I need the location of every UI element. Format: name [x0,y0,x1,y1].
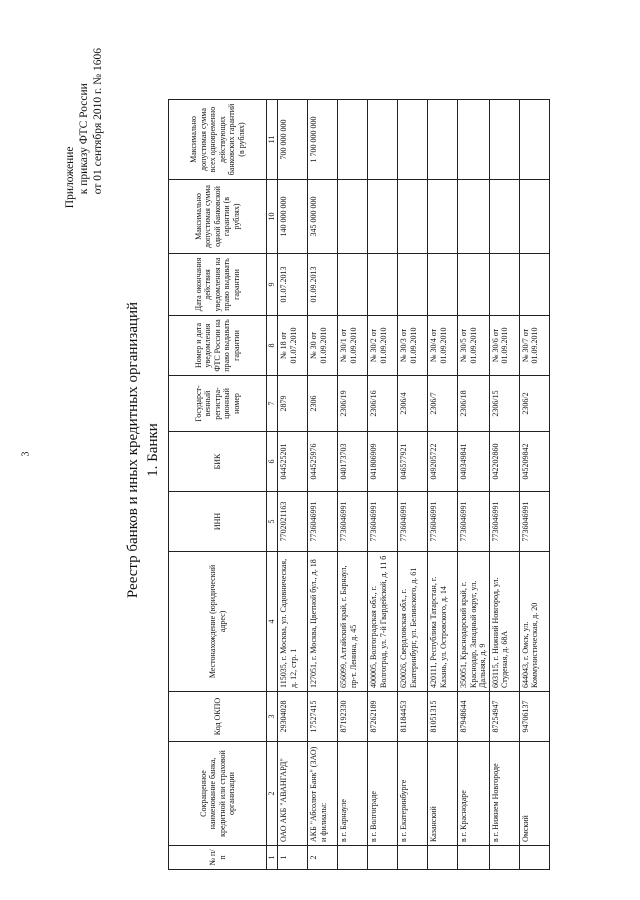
bank-name: в г. Нижнем Новгороде [489,742,519,846]
legal-address: 420111, Республика Татарстан, г. Казань, ул. Островского, д. 14 [428,552,458,692]
appendix-line-2: к приказу ФТС России [78,83,90,195]
column-number-row [267,100,278,870]
col-header-end-date: Дата окончания действия уведомления на право выдавать гарантии [169,254,267,316]
col-number: 5 [267,492,278,552]
col-number: 7 [267,376,278,432]
legal-address: 115035, г. Москва, ул. Садовническая, д. 12, стр. 1 [278,552,308,692]
notice-number-date: № 30/7 от 01.09.2010 [519,316,549,376]
inn-value: 7736046991 [428,492,458,552]
row-number [338,846,368,870]
max-all-guarantees: 700 000 000 [278,100,308,180]
appendix-line-1: Приложение [64,146,76,209]
inn-value: 7736046991 [368,492,398,552]
max-all-guarantees [398,100,428,180]
row-number [489,846,519,870]
table-row [338,100,368,870]
bik-value: 044525201 [278,432,308,492]
col-number: 6 [267,432,278,492]
end-date [489,254,519,316]
okpo-code: 87192330 [338,692,368,742]
bank-name: Казанский [428,742,458,846]
row-number: 1 [278,846,308,870]
max-one-guarantee [338,180,368,254]
end-date [458,254,490,316]
inn-value: 7736046991 [398,492,428,552]
table-row [458,100,490,870]
notice-number-date: № 30/4 от 01.09.2010 [428,316,458,376]
legal-address: 620026, Свердловская обл., г. Екатеринбург, ул. Белинского, д. 61 [398,552,428,692]
appendix-line-3: от 01 сентября 2010 г. № 1606 [92,48,104,195]
row-number [368,846,398,870]
max-all-guarantees [428,100,458,180]
bank-registry-table [168,99,550,870]
section-title: 1. Банки [145,423,161,477]
reg-number: 2306/7 [428,376,458,432]
col-header-notice: Номер и дата уведомления ФТС России на право выдавать гарантии [169,316,267,376]
row-number [458,846,490,870]
col-number: 11 [267,100,278,180]
col-number: 4 [267,552,278,692]
max-one-guarantee [519,180,549,254]
row-number [519,846,549,870]
bik-value: 046577921 [398,432,428,492]
row-number [398,846,428,870]
end-date [398,254,428,316]
okpo-code: 81184453 [398,692,428,742]
max-one-guarantee [489,180,519,254]
bik-value: 040349841 [458,432,490,492]
end-date [519,254,549,316]
reg-number: 2306 [308,376,338,432]
reg-number: 2306/2 [519,376,549,432]
bank-name: в г. Волгограде [368,742,398,846]
registry-title: Реестр банков и иных кредитных организаций [125,301,141,599]
table-row [308,100,338,870]
legal-address: 644043, г. Омск, ул. Коммунистическая, д. 20 [519,552,549,692]
reg-number: 2306/16 [368,376,398,432]
reg-number: 2306/15 [489,376,519,432]
col-number: 1 [267,846,278,870]
inn-value: 7736046991 [308,492,338,552]
max-one-guarantee: 140 000 000 [278,180,308,254]
row-number [428,846,458,870]
notice-number-date: № 18 от 01.07.2010 [278,316,308,376]
col-number: 2 [267,742,278,846]
table-row [368,100,398,870]
col-header-max-all: Максимально допустимая сумма всех одновременно действующих банковских гарантий (в рублях) [169,100,267,180]
okpo-code: 87254947 [489,692,519,742]
bank-name: в г. Барнауле [338,742,368,846]
max-one-guarantee [458,180,490,254]
col-header-address: Местонахождение (юридический адрес) [169,552,267,692]
page-number: 3 [20,451,32,457]
bik-value: 045209842 [519,432,549,492]
notice-number-date: № 30/1 от 01.09.2010 [338,316,368,376]
col-header-bik: БИК [169,432,267,492]
table-row [398,100,428,870]
max-all-guarantees [338,100,368,180]
notice-number-date: № 30/6 от 01.09.2010 [489,316,519,376]
okpo-code: 29304028 [278,692,308,742]
max-one-guarantee [428,180,458,254]
okpo-code: 17527415 [308,692,338,742]
okpo-code: 87262189 [368,692,398,742]
bank-name: АКБ "Абсолют Банк" (ЗАО) и филиалы: [308,742,338,846]
landscape-sheet [45,30,600,870]
end-date [368,254,398,316]
col-number: 9 [267,254,278,316]
max-all-guarantees [489,100,519,180]
inn-value: 7736046991 [489,492,519,552]
notice-number-date: № 30 от 01.09.2010 [308,316,338,376]
header-row [169,100,267,870]
col-number: 8 [267,316,278,376]
bik-value: 041806909 [368,432,398,492]
registry-rows [278,100,550,870]
max-one-guarantee [398,180,428,254]
bik-value: 044525976 [308,432,338,492]
col-header-inn: ИНН [169,492,267,552]
okpo-code: 94706137 [519,692,549,742]
max-one-guarantee: 345 000 000 [308,180,338,254]
col-header-max-one: Максимально допустимая сумма одной банковской гарантии (в рублях) [169,180,267,254]
inn-value: 7736046991 [338,492,368,552]
bik-value: 040173703 [338,432,368,492]
col-header-no: № п/п [169,846,267,870]
end-date [428,254,458,316]
max-all-guarantees [458,100,490,180]
reg-number: 2306/4 [398,376,428,432]
col-number: 3 [267,692,278,742]
table-row [489,100,519,870]
notice-number-date: № 30/2 от 01.09.2010 [368,316,398,376]
bik-value: 042202860 [489,432,519,492]
legal-address: 656099, Алтайский край, г. Барнаул, пр-т. Ленина, д. 45 [338,552,368,692]
okpo-code: 81051315 [428,692,458,742]
inn-value: 7702021163 [278,492,308,552]
end-date: 01.09.2013 [308,254,338,316]
reg-number: 2879 [278,376,308,432]
col-header-name: Сокращенное наименование банка, кредитной или страховой организации [169,742,267,846]
reg-number: 2306/18 [458,376,490,432]
bik-value: 049205722 [428,432,458,492]
col-number: 10 [267,180,278,254]
row-number: 2 [308,846,338,870]
legal-address: 350051, Краснодарский край, г. Краснодар, Западный округ, ул. Дальняя, д. 9 [458,552,490,692]
reg-number: 2306/19 [338,376,368,432]
notice-number-date: № 30/5 от 01.09.2010 [458,316,490,376]
end-date: 01.07.2013 [278,254,308,316]
inn-value: 7736046991 [458,492,490,552]
col-header-reg-no: Государст-венный регистра-ционный номер [169,376,267,432]
notice-number-date: № 30/3 от 01.09.2010 [398,316,428,376]
max-all-guarantees [519,100,549,180]
bank-name: Омский [519,742,549,846]
bank-name: в г. Краснодаре [458,742,490,846]
legal-address: 603115, г. Нижний Новгород, ул. Студеная, д. 68А [489,552,519,692]
inn-value: 7736046991 [519,492,549,552]
table-row [428,100,458,870]
table-row [278,100,308,870]
table-row [519,100,549,870]
end-date [338,254,368,316]
legal-address: 400005, Волгоградская обл., г. Волгоград, ул. 7-й Гвардейской, д. 11 б [368,552,398,692]
appendix-block [63,48,105,208]
okpo-code: 87948644 [458,692,490,742]
max-one-guarantee [368,180,398,254]
max-all-guarantees [368,100,398,180]
col-header-okpo: Код ОКПО [169,692,267,742]
legal-address: 127051, г. Москва, Цветной бул., д. 18 [308,552,338,692]
bank-name: в г. Екатеринбурге [398,742,428,846]
bank-name: ОАО АКБ "АВАНГАРД" [278,742,308,846]
max-all-guarantees: 1 700 000 000 [308,100,338,180]
